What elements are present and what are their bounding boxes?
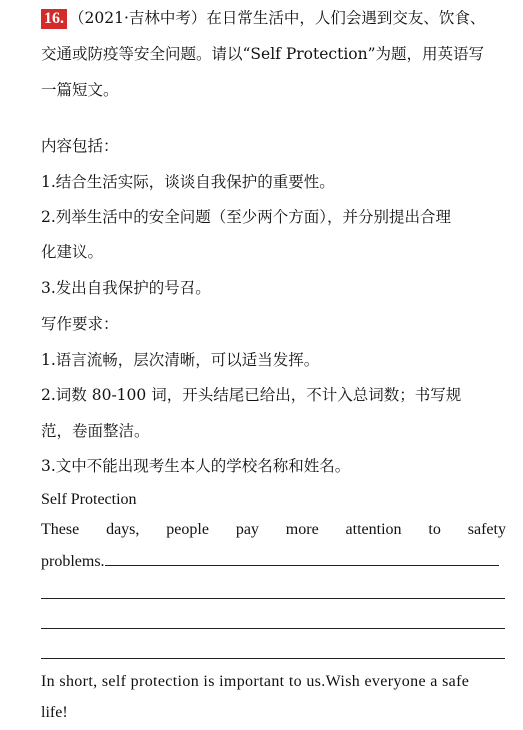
essay-closing-line-2: life!: [41, 704, 68, 721]
essay-opening-word: safety: [467, 521, 506, 538]
essay-opening-word: days,: [106, 521, 140, 538]
essay-opening-line-2: [41, 551, 506, 572]
answer-line[interactable]: [41, 658, 505, 659]
essay-closing-line-1: In short, self protection is important to us.Wish everyone a safe: [41, 673, 470, 690]
essay-opening-end: problems.: [41, 553, 105, 570]
content-point-2-cont: 化建议。: [41, 243, 104, 261]
question-line-2: 交通或防疫等安全问题。请以“Self Protection”为题，用英语写: [41, 45, 485, 63]
writing-point-3: 3.文中不能出现考生本人的学校名称和姓名。: [41, 457, 351, 475]
content-point-1: 1.结合生活实际，谈谈自我保护的重要性。: [41, 173, 335, 191]
content-point-3: 3.发出自我保护的号召。: [41, 279, 211, 297]
essay-opening-word: more: [285, 521, 319, 538]
essay-opening-word: to: [428, 521, 441, 538]
answer-line[interactable]: [41, 628, 505, 629]
answer-blank-inline[interactable]: [105, 551, 499, 566]
writing-point-2: 2.词数 80-100 词，开头结尾已给出，不计入总词数；书写规: [41, 386, 462, 404]
question-number-badge: 16.: [41, 9, 67, 29]
essay-opening-line-1: [41, 520, 506, 540]
essay-opening-word: people: [166, 521, 209, 538]
content-heading: 内容包括：: [41, 137, 119, 155]
essay-opening-word: These: [41, 521, 80, 538]
content-point-2: 2.列举生活中的安全问题（至少两个方面），并分别提出合理: [41, 208, 452, 226]
question-line-3: 一篇短文。: [41, 81, 119, 99]
writing-point-2-cont: 范，卷面整洁。: [41, 422, 150, 440]
writing-point-1: 1.语言流畅，层次清晰，可以适当发挥。: [41, 351, 320, 369]
essay-title: Self Protection: [41, 491, 137, 508]
question-line-1: [41, 8, 506, 29]
answer-line[interactable]: [41, 598, 505, 599]
writing-heading: 写作要求：: [41, 315, 119, 333]
question-text-1: （2021·吉林中考）在日常生活中，人们会遇到交友、饮食、: [69, 9, 486, 27]
essay-opening-word: pay: [235, 521, 259, 538]
essay-opening-word: attention: [345, 521, 402, 538]
